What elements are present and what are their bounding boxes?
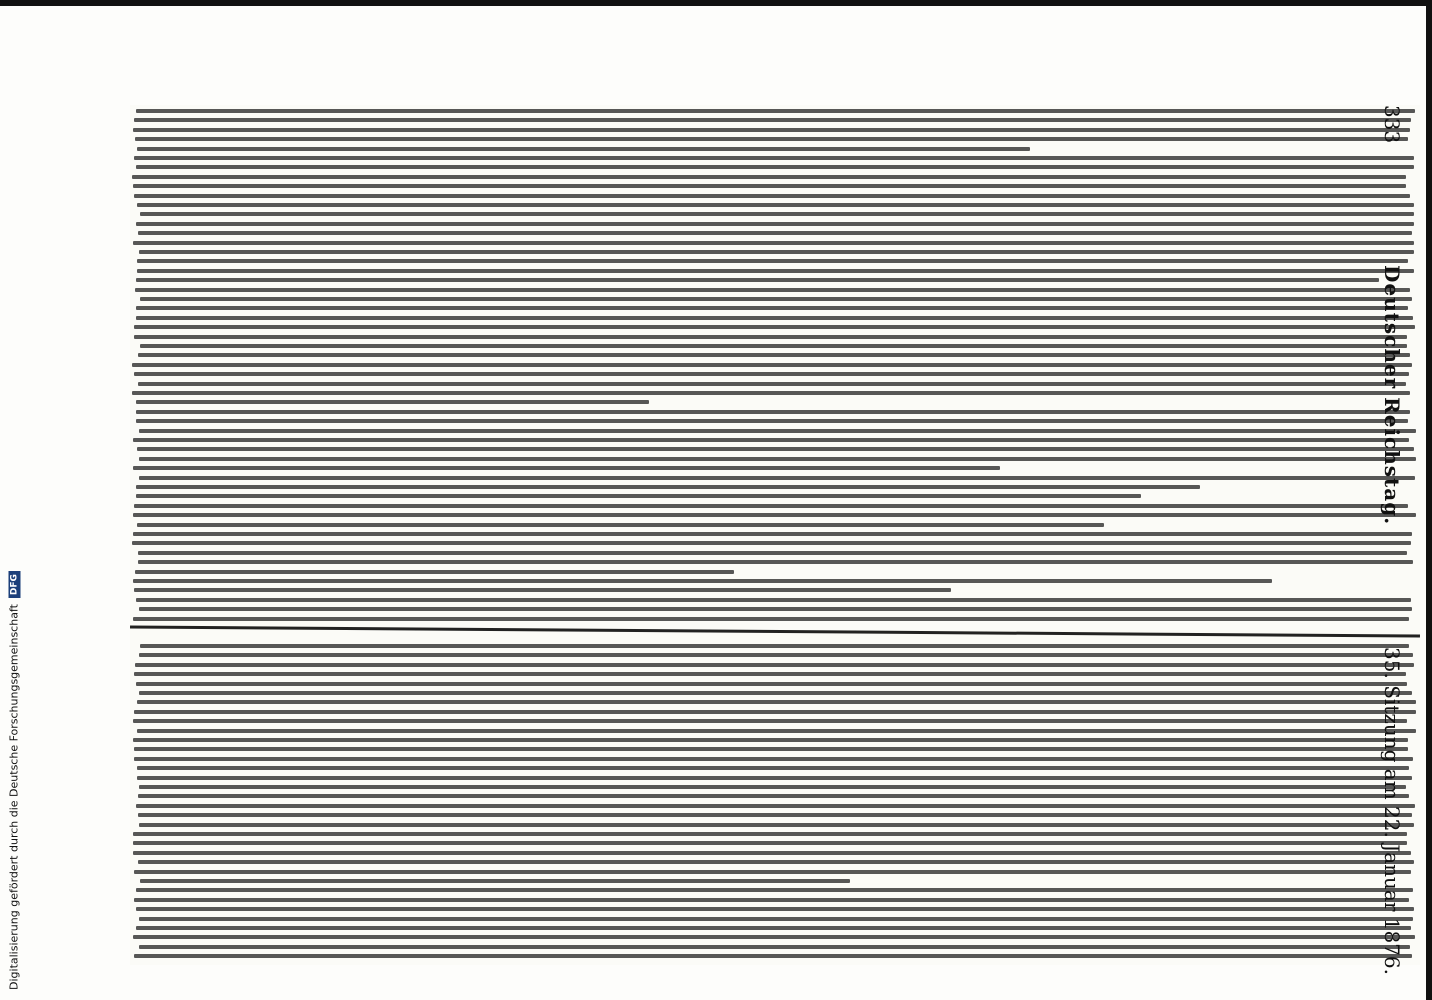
- text-line: [139, 691, 1412, 695]
- scan-edge-right: [1426, 0, 1432, 1000]
- text-line: [133, 128, 1410, 132]
- text-line: [135, 663, 1413, 667]
- text-line: [138, 231, 1412, 235]
- text-line: [134, 954, 1412, 958]
- text-line: [139, 476, 1415, 480]
- text-line: [140, 212, 1414, 216]
- scan-edge-top: [0, 0, 1432, 6]
- text-line: [136, 888, 1413, 892]
- text-line: [134, 372, 1409, 376]
- text-line: [136, 485, 1200, 489]
- text-line: [133, 738, 1407, 742]
- running-header: [1372, 105, 1412, 975]
- page-body: [130, 105, 1420, 965]
- text-line: [137, 147, 1030, 151]
- text-line: [136, 419, 1408, 423]
- text-line: [134, 156, 1415, 160]
- text-line: [137, 776, 1411, 780]
- text-line: [136, 907, 1414, 911]
- text-line: [137, 203, 1414, 207]
- text-line: [139, 917, 1413, 921]
- text-line: [139, 607, 1412, 611]
- text-line: [133, 579, 1272, 583]
- text-line: [138, 560, 1414, 564]
- text-line: [134, 710, 1416, 714]
- text-line: [134, 118, 1411, 122]
- text-line: [138, 551, 1407, 555]
- text-line: [140, 297, 1412, 301]
- text-line: [137, 259, 1409, 263]
- text-line: [133, 832, 1407, 836]
- text-line: [136, 598, 1411, 602]
- text-line: [134, 898, 1409, 902]
- text-line: [136, 109, 1415, 113]
- text-line: [139, 823, 1414, 827]
- text-line: [140, 344, 1408, 348]
- text-line: [136, 804, 1415, 808]
- text-line: [134, 747, 1408, 751]
- text-line: [133, 532, 1412, 536]
- text-line: [137, 766, 1410, 770]
- text-line: [138, 794, 1409, 798]
- text-line: [133, 513, 1416, 517]
- text-line: [134, 757, 1413, 761]
- text-line: [134, 194, 1411, 198]
- text-line: [133, 617, 1409, 621]
- credit-text: Digitalisierung gefördert durch die Deutsche Forschungsgemeinschaft: [7, 604, 21, 990]
- text-line: [135, 137, 1408, 141]
- text-line: [139, 785, 1406, 789]
- text-line: [136, 400, 650, 404]
- text-line: [136, 316, 1414, 320]
- text-line: [136, 165, 1414, 169]
- text-line: [137, 269, 1414, 273]
- text-line: [137, 700, 1416, 704]
- text-line: [133, 935, 1415, 939]
- text-line: [137, 447, 1413, 451]
- text-line: [133, 466, 1001, 470]
- text-line: [135, 288, 1409, 292]
- text-line: [133, 841, 1408, 845]
- text-line: [132, 391, 1410, 395]
- dfg-logo-icon: DFG: [8, 571, 20, 598]
- text-line: [136, 278, 1380, 282]
- text-line: [136, 926, 1410, 930]
- text-line: [136, 682, 1407, 686]
- text-line: [137, 523, 1104, 527]
- text-line: [138, 353, 1410, 357]
- text-line: [133, 719, 1408, 723]
- text-line: [139, 250, 1414, 254]
- text-line: [134, 335, 1407, 339]
- text-column-lower: [130, 640, 1420, 965]
- text-line: [134, 325, 1415, 329]
- text-line: [135, 570, 734, 574]
- text-line: [139, 457, 1416, 461]
- text-line: [140, 644, 1410, 648]
- text-line: [138, 813, 1412, 817]
- text-line: [132, 175, 1406, 179]
- text-line: [132, 541, 1411, 545]
- text-line: [133, 851, 1411, 855]
- text-line: [139, 653, 1414, 657]
- text-line: [140, 879, 850, 883]
- text-line: [133, 184, 1406, 188]
- text-line: [138, 860, 1414, 864]
- text-line: [134, 504, 1408, 508]
- text-line: [137, 729, 1416, 733]
- text-line: [132, 363, 1412, 367]
- column-divider: [130, 625, 1420, 637]
- text-line: [136, 306, 1408, 310]
- text-line: [138, 382, 1407, 386]
- text-line: [136, 410, 1410, 414]
- text-line: [134, 672, 1407, 676]
- text-column-upper: [130, 105, 1420, 625]
- text-line: [136, 222, 1414, 226]
- page-title: Deutscher Reichstag.: [1380, 265, 1404, 526]
- text-line: [134, 588, 951, 592]
- page-number: 333: [1380, 105, 1404, 144]
- text-line: [133, 438, 1409, 442]
- session-date: 35. Sitzung am 22. Januar 1876.: [1380, 647, 1404, 975]
- text-line: [133, 241, 1414, 245]
- digitization-credit: [0, 0, 26, 1000]
- text-line: [134, 870, 1411, 874]
- text-line: [139, 429, 1416, 433]
- text-line: [139, 945, 1410, 949]
- text-line: [136, 494, 1141, 498]
